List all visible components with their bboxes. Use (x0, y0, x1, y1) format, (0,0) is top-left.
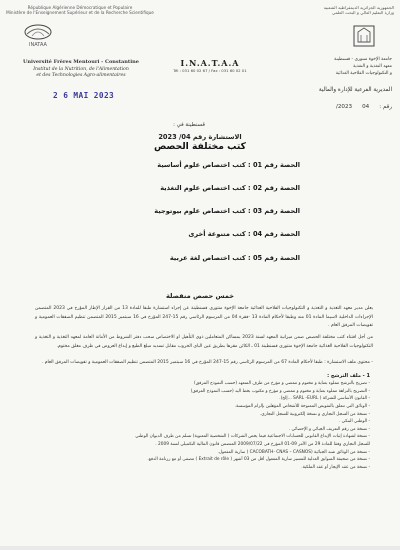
date-stamp: 2 6 MAI 2023 (53, 91, 115, 100)
institute-fr-block (6, 59, 156, 80)
university-fr: Université Frères Mentouri - Constantine (23, 59, 139, 65)
list-item: - التصريح بالنزاهة مملوء بعناية و مختوم و ممضي و مؤرخ و مكتوب بخط اليد (حسب النموذج المرفق) (190, 388, 370, 394)
list-item: - القانون الأساسي للشركة ( SARL -EURL ...إلخ). (279, 396, 370, 402)
reference-year: 2023/ (335, 104, 353, 110)
document-title: كتب مختلفة الحصص (153, 141, 247, 152)
reference-label: رقم : (379, 104, 392, 110)
ministry-fr: Ministère de l'Enseignement Supérieur et de la Recherche Scientifique (6, 10, 154, 16)
section-title: خمس حصص منفصلة (165, 292, 235, 300)
lot-item: الحصة رقم 03 : كتب اختصاص علوم بيوتوجية (154, 207, 300, 215)
ministry-ar: وزارة التعليم العالي و البحث العلمي (331, 10, 394, 16)
lot-item: الحصة رقم 02 : كتب اختصاص علوم التغذية (160, 184, 300, 192)
consultation-number: الاستشارة رقم 04/ 2023 (158, 133, 242, 141)
logo-caption: INATAA (29, 42, 47, 48)
header-left (5, 5, 155, 16)
list-item: - نسخة من صحيفة السوابق العدلية للمسير سارية المفعول أقل من 03 أشهر ( Extrait de rôle ) مصفى أو مع رزنامة الدفع. (147, 457, 370, 463)
list-item: - تصريح بالترشح مملوء بعناية و مختوم و ممضي و مؤرخ من طرف المتعهد (حسب النموذج المرفق) (194, 381, 370, 386)
paragraph-content: - محتوى ملف الاستشارة : طبقا لأحكام المادة 67 من المرسوم الرئاسي رقم 15-247 المؤرخ في 16 سبتمبر 2015 المتضمن تنظيم الصفقات العمومية و تفويضات المرفق العام . (41, 360, 373, 365)
list-item: - نسخة من عقد الإيجار أو عقد الملكية. (301, 465, 370, 471)
institute-ar-2: و التكنولوجيات الفلاحية الغذائية (335, 71, 392, 77)
sub-direction (242, 86, 392, 94)
republic-ar: الجمهورية الجزائرية الديمقراطية الشعبية (323, 5, 394, 10)
page-bottom-edge (0, 546, 400, 550)
institute-fr-1: Institut de la Nutrition, de l'Alimentation (33, 66, 129, 72)
list-item: - الوثائق التي تتعلق بالتفويض الممنوحة للأشخاص المؤهلين بإلزام المؤسسة. (234, 403, 370, 409)
reference-line (222, 104, 392, 110)
institute-ar-block (282, 56, 392, 77)
required-documents-list (35, 380, 370, 472)
institute-fr-2: et des Technologies Agro-alimentaires (36, 73, 126, 79)
paragraph-intro: يعلن مدير معهد التغذية و التغذية و التكنولوجيات الفلاحية الغذائية جامعة الإخوة منتوري قسنطينة عن إجراء استشارة طبقا للمادة 13 من القرار الإطار المؤرخ في 2023 المتضمن الإجراءات الداخلية لاسيما المادة 01 منه وطبقا لأحكام المادة 13 -فقرة 04 من المرسوم الرئاسي رقم 15-247 المؤرخ في 16 سبتمبر 2015 المتضمن تنظيم الصفقات العمومية و تفويضات المرفق العام . (35, 306, 373, 329)
city-date: قسنطينة في : (173, 122, 205, 128)
candidacy-file-heading: 1 - ملف الترشح : (327, 373, 370, 379)
lot-item: الحصة رقم 01 : كتب اختصاص علوم أساسية (157, 161, 300, 169)
institute-acronym: I.N.A.T.A.A (180, 58, 240, 68)
header-right (244, 5, 394, 16)
lot-item: الحصة رقم 04 : كتب متنوعة أخرى (188, 230, 300, 238)
contact-phone-fax: Tél : 031 60 02 67 / Fax : 031 60 02 01 (173, 68, 247, 73)
inataa-logo-icon (22, 22, 54, 48)
list-item: - نسخة من رقم التعريف الجبائي و الإحصائي . (288, 426, 370, 432)
list-item: - نسخة لشهادة إثبات الإيداع القانوني للحسابات الاجتماعية فيما يخص الشركات ( الشخصية المعنوية) تسلم من طرف الديوان الوطني (135, 434, 370, 440)
university-logo-icon (350, 22, 378, 50)
republic-fr: République Algérienne Démocratique et Populaire (27, 5, 133, 10)
reference-number: 04 (362, 104, 370, 110)
lot-item: الحصة رقم 05 : كتب اختصاص لغة عربية (169, 254, 300, 262)
list-item: - الوطني البنكي . (338, 419, 370, 425)
university-ar: جامعة الإخوة منتوري - قسنطينة (334, 57, 392, 62)
institute-ar-1: معهد التغذية و التغذية (353, 64, 392, 70)
sub-direction-line: المديرية الفرعية للإدارة والمالية (318, 87, 392, 93)
list-item: - نسخة من السجل التجاري و نسخة إلكترونية للسجل التجاري. (259, 411, 370, 417)
paragraph-purpose: من أجل اقتناء كتب مختلفة الحصص ضمن ميزانية المعهد لسنة 2023 بمساكن المتعاملين ذوي التأهيل او الاختصاص سحب دفتر الشروط من الأمانة العامة لمعهد التغذية و التغذية و التكنولوجيات الفلاحية الغذائية جامعة الإخوة منتوري قسنطينة 01 ـ الكائن مقرها بطريق عين الباي الخروب مقابل تسديد مبلغ الطبع و إيداع العروض في ظرف مغلق مختوم. (35, 335, 373, 349)
list-item: - نسخة من الوثائق شبه الجبائية (CACOBATH- CNAS – CASNOS ) سارية المفعول. (217, 449, 370, 455)
list-item: للسجل التجاري وفقا للمادة 29 من الأمر 09-01 المؤرخ في 2009/07/22 المتضمن قانون المالية التكميلي لسنة 2009 . (155, 442, 370, 448)
